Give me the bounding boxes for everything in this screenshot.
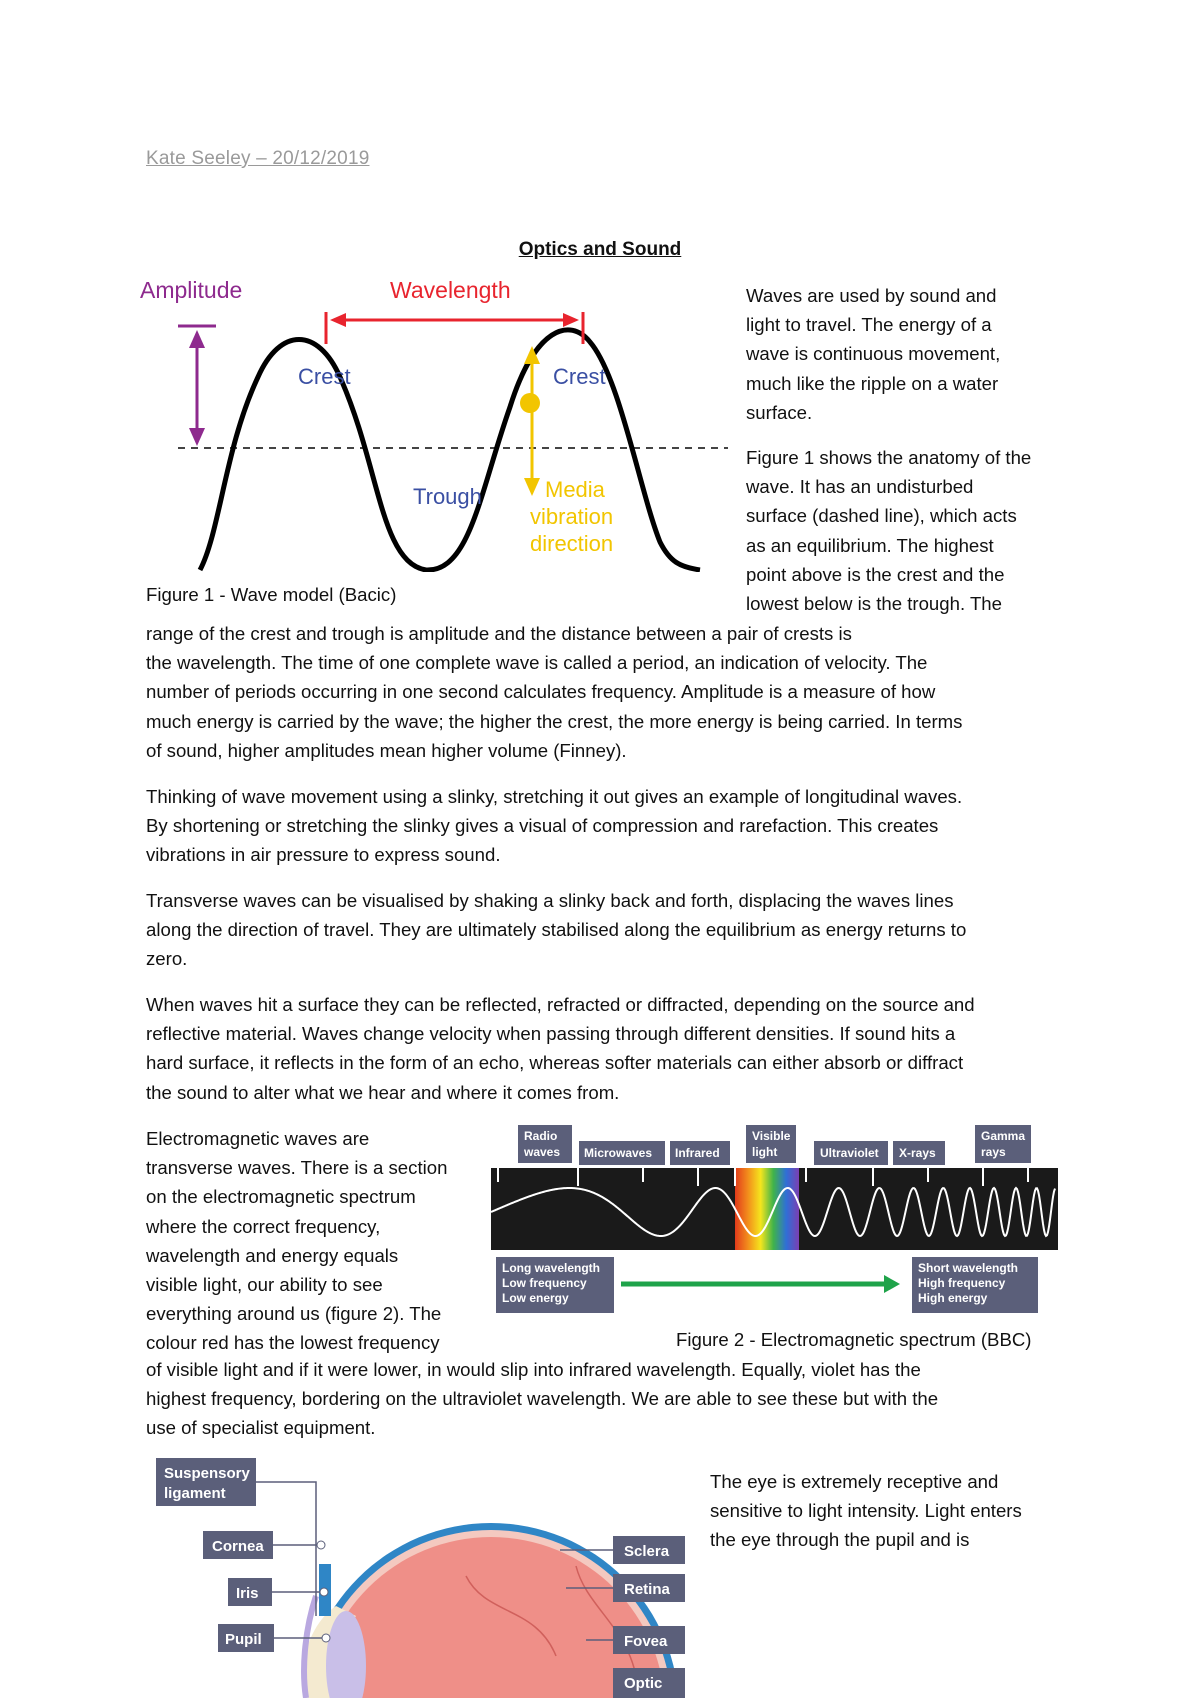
text-line: number of periods occurring in one second calculates frequency. Amplitude is a measure of how (146, 681, 936, 703)
wavelength-label: Wavelength (390, 277, 511, 303)
text-line: surface. (746, 401, 813, 423)
svg-text:Microwaves: Microwaves (584, 1146, 653, 1160)
media-label-1: Media (545, 477, 605, 502)
text-line: where the correct frequency, (146, 1215, 381, 1237)
text-line: highest frequency, bordering on the ultraviolet wavelength. We are able to see these but with the (146, 1388, 939, 1410)
eye-paragraph (710, 1467, 1070, 1555)
text-line: range of the crest and trough is amplitude and the distance between a pair of crests is (146, 623, 852, 644)
label-fovea (613, 1626, 685, 1654)
page-title: Optics and Sound (518, 239, 682, 260)
leader-dot (322, 1634, 330, 1642)
text-line: Waves are used by sound and (746, 285, 997, 306)
svg-text:waves: waves (524, 1145, 561, 1159)
svg-text:Sclera: Sclera (624, 1543, 670, 1560)
band-label-gamma (975, 1125, 1031, 1163)
label-cornea (203, 1531, 273, 1559)
amplitude-arrow-head-top (189, 330, 205, 348)
figure2-caption: Figure 2 - Electromagnetic spectrum (BBC) (676, 1329, 1032, 1350)
label-iris (228, 1578, 272, 1606)
text-line: hard surface, it reflects in the form of an echo, whereas softer materials can either absorb or diffract (146, 1052, 964, 1074)
text-line: the eye through the pupil and is (710, 1529, 970, 1551)
text-line: on the electromagnetic spectrum (146, 1186, 416, 1208)
band-label-microwaves (579, 1141, 665, 1165)
eyeball-interior (317, 1537, 665, 1698)
direction-arrow-head (884, 1275, 900, 1293)
visible-light-gradient (735, 1168, 799, 1250)
wave-curve (200, 330, 700, 570)
short-wavelength-box (912, 1257, 1038, 1313)
svg-text:Fovea: Fovea (624, 1633, 668, 1650)
band-label-radio (518, 1125, 572, 1163)
label-sclera (613, 1536, 685, 1564)
text-line: Transverse waves can be visualised by shaking a slinky back and forth, displacing the waves lines (146, 890, 954, 911)
text-line: the sound to alter what we hear and where it comes from. (146, 1081, 620, 1103)
electromagnetic-paragraph-continued (146, 1355, 1066, 1443)
label-suspensory-ligament (156, 1458, 256, 1506)
svg-text:High frequency: High frequency (918, 1276, 1006, 1290)
leader-dot (317, 1541, 325, 1549)
media-arrow-head-bottom (524, 478, 540, 496)
text-line: Electromagnetic waves are (146, 1128, 370, 1149)
text-line: much like the ripple on a water (746, 372, 999, 394)
amplitude-arrow-head-bottom (189, 428, 205, 446)
media-particle-dot (520, 393, 540, 413)
wavelength-arrow-head-right (563, 313, 579, 327)
band-label-visible (746, 1125, 796, 1163)
text-line: point above is the crest and the (746, 563, 1005, 585)
svg-text:Long wavelength: Long wavelength (502, 1261, 601, 1275)
svg-text:light: light (752, 1145, 778, 1159)
figure1-caption: Figure 1 - Wave model (Bacic) (146, 584, 397, 605)
svg-text:Cornea: Cornea (212, 1538, 264, 1555)
transverse-waves-paragraph (146, 886, 1066, 974)
wavelength-arrow-head-left (330, 313, 346, 327)
amplitude-label: Amplitude (140, 277, 243, 303)
text-line: By shortening or stretching the slinky gives a visual of compression and rarefaction. This creates (146, 815, 939, 837)
svg-text:Radio: Radio (524, 1129, 558, 1143)
text-line: of visible light and if it were lower, in would slip into infrared wavelength. Equally, violet has the (146, 1359, 921, 1380)
author-date: Kate Seeley – 20/12/2019 (146, 148, 370, 169)
band-label-xrays (893, 1141, 945, 1165)
text-line: Thinking of wave movement using a slinky, stretching it out gives an example of longitudinal waves. (146, 786, 963, 807)
svg-text:Short wavelength: Short wavelength (918, 1261, 1019, 1275)
long-wavelength-box (496, 1257, 614, 1313)
intro-paragraph (746, 281, 1056, 427)
text-line: surface (dashed line), which acts (746, 505, 1017, 527)
text-line: along the direction of travel. They are ultimately stabilised along the equilibrium as energy returns to (146, 919, 967, 941)
text-line: colour red has the lowest frequency (146, 1332, 440, 1354)
svg-text:Low frequency: Low frequency (502, 1276, 587, 1290)
text-line: vibrations in air pressure to express sound. (146, 844, 501, 866)
label-retina (613, 1574, 685, 1602)
svg-text:Infrared: Infrared (675, 1146, 720, 1160)
svg-text:Gamma: Gamma (981, 1129, 1026, 1143)
band-label-infrared (670, 1141, 730, 1165)
media-label-2: vibration (530, 504, 614, 529)
reflection-paragraph (146, 990, 1066, 1107)
svg-text:Low energy: Low energy (502, 1291, 569, 1305)
electromagnetic-spectrum-figure (488, 1124, 1058, 1319)
text-line: wave is continuous movement, (746, 343, 1001, 365)
svg-text:X-rays: X-rays (899, 1146, 936, 1160)
media-label-3: direction (530, 531, 614, 556)
svg-text:ligament: ligament (164, 1485, 226, 1502)
svg-text:Suspensory: Suspensory (164, 1465, 250, 1482)
crest-label-left: Crest (298, 364, 351, 389)
wave-anatomy-paragraph-continued (146, 619, 1066, 765)
text-line: use of specialist equipment. (146, 1417, 376, 1439)
label-optic (613, 1668, 685, 1698)
text-line: The eye is extremely receptive and (710, 1471, 999, 1492)
text-line: the wavelength. The time of one complete wave is called a period, an indication of velocity. The (146, 652, 928, 674)
text-line: everything around us (figure 2). The (146, 1303, 442, 1325)
electromagnetic-paragraph (146, 1124, 476, 1358)
figure1-description-paragraph (746, 443, 1066, 618)
svg-text:Optic: Optic (624, 1675, 663, 1692)
text-line: transverse waves. There is a section (146, 1157, 448, 1179)
text-line: wavelength and energy equals (146, 1244, 399, 1266)
wave-model-figure (140, 272, 730, 572)
text-line: When waves hit a surface they can be reflected, refracted or diffracted, depending on the source and (146, 994, 975, 1015)
svg-text:Ultraviolet: Ultraviolet (820, 1146, 879, 1160)
text-line: much energy is carried by the wave; the higher the crest, the more energy is being carried. In terms (146, 710, 963, 732)
leader-dot (320, 1588, 328, 1596)
text-line: wave. It has an undisturbed (746, 476, 974, 498)
svg-text:Pupil: Pupil (225, 1631, 262, 1648)
text-line: zero. (146, 948, 188, 970)
text-line: reflective material. Waves change velocity when passing through different densities. If sound hits a (146, 1023, 956, 1045)
eye-anatomy-figure (156, 1456, 696, 1698)
svg-text:High energy: High energy (918, 1291, 988, 1305)
svg-text:rays: rays (981, 1145, 1006, 1159)
text-line: lowest below is the trough. The (746, 593, 1002, 615)
svg-text:Iris: Iris (236, 1585, 259, 1602)
text-line: visible light, our ability to see (146, 1274, 383, 1296)
trough-label: Trough (413, 484, 482, 509)
text-line: sensitive to light intensity. Light enters (710, 1500, 1022, 1522)
text-line: light to travel. The energy of a (746, 314, 992, 336)
svg-text:Visible: Visible (752, 1129, 791, 1143)
label-pupil (218, 1624, 274, 1652)
text-line: Figure 1 shows the anatomy of the (746, 447, 1032, 468)
longitudinal-waves-paragraph (146, 782, 1066, 870)
text-line: of sound, higher amplitudes mean higher volume (Finney). (146, 739, 627, 761)
crest-label-right: Crest (553, 364, 606, 389)
text-line: as an equilibrium. The highest (746, 534, 994, 556)
band-label-ultraviolet (814, 1141, 888, 1165)
svg-text:Retina: Retina (624, 1581, 670, 1598)
